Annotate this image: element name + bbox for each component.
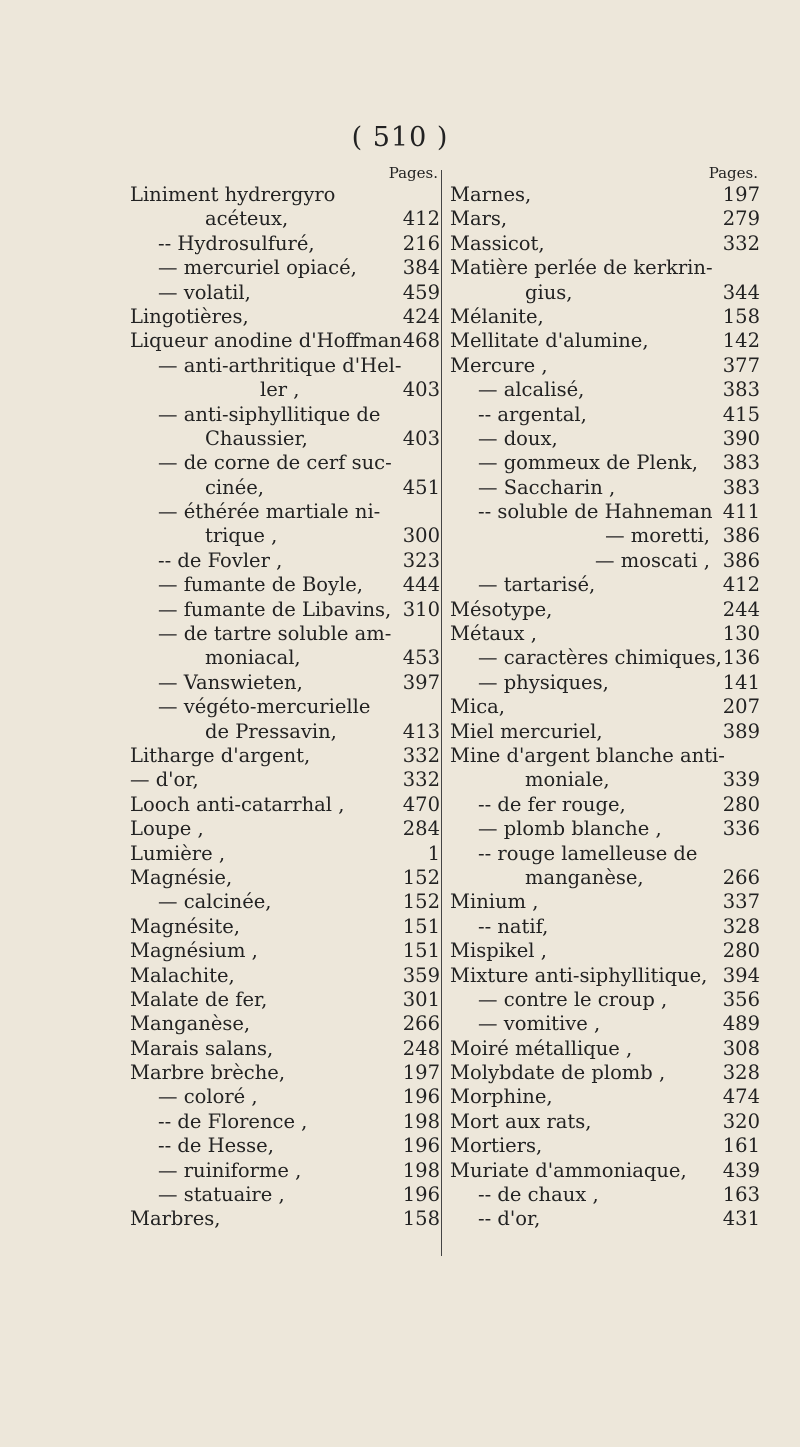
entry-term: — d'or, xyxy=(130,768,199,792)
entry-page: 383 xyxy=(722,475,760,499)
index-entry xyxy=(450,842,760,866)
entry-term: Marais salans, xyxy=(130,1036,274,1060)
index-entry xyxy=(450,598,760,622)
index-entry xyxy=(450,671,760,695)
entry-term: Muriate d'ammoniaque, xyxy=(450,1158,687,1182)
entry-page: 248 xyxy=(402,1036,440,1060)
entry-page: 280 xyxy=(722,792,760,816)
entry-term: — de corne de cerf suc- xyxy=(158,451,392,475)
entry-page: 163 xyxy=(722,1183,760,1207)
entry-term: Minium , xyxy=(450,890,539,914)
entry-page: 310 xyxy=(402,597,440,621)
entry-term: — mercuriel opiacé, xyxy=(158,256,357,280)
entry-term: -- soluble de Hahneman xyxy=(478,500,713,524)
entry-page: 198 xyxy=(402,1158,440,1182)
index-entry xyxy=(130,1183,440,1207)
index-entry xyxy=(130,915,440,939)
entry-page: 470 xyxy=(402,792,440,816)
entry-term: — tartarisé, xyxy=(478,573,596,597)
index-entry xyxy=(130,451,440,475)
entry-page: 415 xyxy=(722,402,760,426)
entry-term: Mélanite, xyxy=(450,304,544,328)
entry-term: — statuaire , xyxy=(158,1183,285,1207)
index-entry xyxy=(130,622,440,646)
entry-page: 158 xyxy=(402,1207,440,1231)
entry-term: -- de chaux , xyxy=(478,1183,599,1207)
entry-page: 301 xyxy=(402,987,440,1011)
entry-term: -- rouge lamelleuse de xyxy=(478,841,698,865)
entry-term: -- argental, xyxy=(478,402,587,426)
entry-term: Mica, xyxy=(450,695,505,719)
index-entry xyxy=(130,1207,440,1231)
entry-page: 489 xyxy=(722,1012,760,1036)
entry-term: Malachite, xyxy=(130,963,235,987)
index-entry xyxy=(450,915,760,939)
entry-term: — plomb blanche , xyxy=(478,817,662,841)
index-entry xyxy=(130,817,440,841)
index-entry xyxy=(130,720,440,744)
entry-page: 244 xyxy=(722,597,760,621)
entry-page: 158 xyxy=(722,304,760,328)
index-entry xyxy=(450,524,760,548)
index-entry xyxy=(450,1061,760,1085)
index-entry xyxy=(450,183,760,207)
entry-page: 266 xyxy=(722,865,760,889)
entry-page: 284 xyxy=(402,817,440,841)
entry-term: Mort aux rats, xyxy=(450,1109,592,1133)
entry-page: 390 xyxy=(722,426,760,450)
entry-page: 411 xyxy=(722,500,760,524)
index-entry xyxy=(130,866,440,890)
index-entry xyxy=(450,1110,760,1134)
entry-page: 196 xyxy=(402,1134,440,1158)
entry-page: 386 xyxy=(722,524,760,548)
index-entry xyxy=(130,646,440,670)
entry-page: 412 xyxy=(722,573,760,597)
entry-term: — anti-siphyllitique de xyxy=(158,402,381,426)
entry-term: cinée, xyxy=(205,475,264,499)
entry-term: Magnésite, xyxy=(130,914,240,938)
index-entry xyxy=(450,256,760,280)
index-entry xyxy=(450,281,760,305)
index-entry xyxy=(450,1012,760,1036)
pages-header: Pages. xyxy=(388,164,438,182)
entry-term: Mortiers, xyxy=(450,1134,543,1158)
entry-term: moniale, xyxy=(525,768,610,792)
index-entry xyxy=(450,817,760,841)
index-entry xyxy=(450,378,760,402)
entry-page: 1 xyxy=(427,841,440,865)
entry-term: -- de Fovler , xyxy=(158,548,283,572)
entry-term: Mésotype, xyxy=(450,597,553,621)
index-entry xyxy=(450,988,760,1012)
entry-term: — de tartre soluble am- xyxy=(158,622,392,646)
index-entry xyxy=(450,939,760,963)
entry-term: — calcinée, xyxy=(158,890,272,914)
index-entry xyxy=(450,232,760,256)
entry-page: 323 xyxy=(402,548,440,572)
entry-term: Liqueur anodine d'Hoffman xyxy=(130,329,402,353)
entry-term: de Pressavin, xyxy=(205,719,337,743)
entry-page: 216 xyxy=(402,231,440,255)
index-entry xyxy=(450,403,760,427)
index-entry xyxy=(130,1012,440,1036)
entry-page: 474 xyxy=(722,1085,760,1109)
index-entry xyxy=(130,1037,440,1061)
entry-term: — végéto-mercurielle xyxy=(158,695,371,719)
index-entry xyxy=(450,793,760,817)
entry-page: 336 xyxy=(722,817,760,841)
entry-page: 279 xyxy=(722,207,760,231)
index-entry xyxy=(130,744,440,768)
entry-page: 377 xyxy=(722,353,760,377)
entry-term: — volatil, xyxy=(158,280,251,304)
entry-term: — Vanswieten, xyxy=(158,670,303,694)
index-entry xyxy=(130,1061,440,1085)
entry-page: 300 xyxy=(402,524,440,548)
entry-page: 394 xyxy=(722,963,760,987)
index-entry xyxy=(130,1085,440,1109)
entry-term: Litharge d'argent, xyxy=(130,743,311,767)
entry-term: Métaux , xyxy=(450,622,537,646)
entry-term: Miel mercuriel, xyxy=(450,719,603,743)
entry-term: — moscati , xyxy=(595,548,710,572)
entry-page: 468 xyxy=(402,329,440,353)
entry-term: — physiques, xyxy=(478,670,609,694)
index-entry xyxy=(130,671,440,695)
index-entry xyxy=(130,524,440,548)
index-entry xyxy=(450,720,760,744)
entry-page: 280 xyxy=(722,939,760,963)
index-entry xyxy=(450,866,760,890)
entry-page: 386 xyxy=(722,548,760,572)
index-entry xyxy=(450,1134,760,1158)
entry-term: Lingotières, xyxy=(130,304,249,328)
entry-page: 151 xyxy=(402,939,440,963)
index-entry xyxy=(130,232,440,256)
entry-term: Molybdate de plomb , xyxy=(450,1061,666,1085)
index-entry xyxy=(130,256,440,280)
index-entry xyxy=(130,890,440,914)
entry-page: 384 xyxy=(402,256,440,280)
entry-term: Loupe , xyxy=(130,817,204,841)
entry-page: 359 xyxy=(402,963,440,987)
entry-term: Mixture anti-siphyllitique, xyxy=(450,963,708,987)
entry-page: 136 xyxy=(722,646,760,670)
entry-term: Marbres, xyxy=(130,1207,221,1231)
index-entry xyxy=(450,329,760,353)
entry-page: 207 xyxy=(722,695,760,719)
index-entry xyxy=(130,378,440,402)
index-entry xyxy=(450,500,760,524)
entry-page: 444 xyxy=(402,573,440,597)
entry-term: Lumière , xyxy=(130,841,226,865)
entry-page: 424 xyxy=(402,304,440,328)
entry-term: -- de Florence , xyxy=(158,1109,308,1133)
entry-term: Mispikel , xyxy=(450,939,547,963)
entry-term: Magnésium , xyxy=(130,939,258,963)
entry-term: Malate de fer, xyxy=(130,987,268,1011)
entry-term: — fumante de Boyle, xyxy=(158,573,364,597)
entry-page: 453 xyxy=(402,646,440,670)
entry-page: 328 xyxy=(722,1061,760,1085)
entry-term: Mellitate d'alumine, xyxy=(450,329,649,353)
entry-term: gius, xyxy=(525,280,573,304)
entry-term: — moretti, xyxy=(605,524,710,548)
index-entry xyxy=(130,964,440,988)
entry-page: 151 xyxy=(402,914,440,938)
entry-page: 320 xyxy=(722,1109,760,1133)
entry-page: 451 xyxy=(402,475,440,499)
index-entry xyxy=(130,305,440,329)
index-entry xyxy=(130,354,440,378)
index-entry xyxy=(130,768,440,792)
entry-term: trique , xyxy=(205,524,278,548)
entry-page: 198 xyxy=(402,1109,440,1133)
entry-page: 413 xyxy=(402,719,440,743)
index-entry xyxy=(130,1110,440,1134)
index-entry xyxy=(130,842,440,866)
entry-term: — caractères chimiques, xyxy=(478,646,722,670)
index-entry xyxy=(450,890,760,914)
index-entry xyxy=(130,939,440,963)
entry-term: -- de fer rouge, xyxy=(478,792,626,816)
entry-page: 389 xyxy=(722,719,760,743)
entry-term: — alcalisé, xyxy=(478,378,585,402)
index-entry xyxy=(130,403,440,427)
entry-term: acéteux, xyxy=(205,207,289,231)
entry-term: Looch anti-catarrhal , xyxy=(130,792,345,816)
index-entry xyxy=(130,695,440,719)
index-entry xyxy=(450,476,760,500)
entry-term: — doux, xyxy=(478,426,558,450)
entry-term: Marbre brèche, xyxy=(130,1061,286,1085)
entry-term: — contre le croup , xyxy=(478,987,668,1011)
entry-term: Marnes, xyxy=(450,183,532,206)
entry-page: 332 xyxy=(402,768,440,792)
index-entry xyxy=(450,573,760,597)
entry-page: 403 xyxy=(402,426,440,450)
entry-term: Manganèse, xyxy=(130,1012,251,1036)
index-entry xyxy=(130,207,440,231)
index-entry xyxy=(450,646,760,670)
entry-page: 197 xyxy=(722,183,760,206)
index-entry xyxy=(450,427,760,451)
entry-term: moniacal, xyxy=(205,646,301,670)
index-entry xyxy=(130,183,440,207)
entry-page: 308 xyxy=(722,1036,760,1060)
entry-term: — ruiniforme , xyxy=(158,1158,302,1182)
entry-term: -- Hydrosulfuré, xyxy=(158,231,315,255)
entry-page: 141 xyxy=(722,670,760,694)
index-entry xyxy=(450,964,760,988)
entry-page: 412 xyxy=(402,207,440,231)
entry-term: -- de Hesse, xyxy=(158,1134,274,1158)
entry-term: — anti-arthritique d'Hel- xyxy=(158,353,402,377)
entry-page: 130 xyxy=(722,622,760,646)
page-number: ( 510 ) xyxy=(351,122,449,153)
entry-page: 383 xyxy=(722,451,760,475)
entry-term: Massicot, xyxy=(450,231,545,255)
index-entry xyxy=(450,1159,760,1183)
index-entry xyxy=(130,1134,440,1158)
index-entry xyxy=(450,207,760,231)
entry-term: Moiré métallique , xyxy=(450,1036,633,1060)
entry-page: 197 xyxy=(402,1061,440,1085)
index-entry xyxy=(130,476,440,500)
entry-term: Mercure , xyxy=(450,353,548,377)
entry-term: Mine d'argent blanche anti- xyxy=(450,743,725,767)
entry-page: 332 xyxy=(402,743,440,767)
entry-page: 152 xyxy=(402,865,440,889)
entry-term: — Saccharin , xyxy=(478,475,616,499)
index-entry xyxy=(450,305,760,329)
entry-page: 397 xyxy=(402,670,440,694)
entry-page: 344 xyxy=(722,280,760,304)
entry-term: -- d'or, xyxy=(478,1207,541,1231)
entry-term: Liniment hydrergyro xyxy=(130,183,336,206)
entry-page: 142 xyxy=(722,329,760,353)
entry-page: 459 xyxy=(402,280,440,304)
index-entry xyxy=(450,1085,760,1109)
entry-page: 439 xyxy=(722,1158,760,1182)
column-rule xyxy=(441,170,442,1256)
index-entry xyxy=(450,1183,760,1207)
index-entry xyxy=(450,768,760,792)
entry-page: 383 xyxy=(722,378,760,402)
entry-term: — fumante de Libavins, xyxy=(158,597,392,621)
index-entry xyxy=(450,744,760,768)
index-column-left xyxy=(130,163,440,1232)
index-entry xyxy=(450,622,760,646)
index-entry xyxy=(130,573,440,597)
entry-page: 266 xyxy=(402,1012,440,1036)
entry-page: 161 xyxy=(722,1134,760,1158)
entry-term: ler , xyxy=(260,378,300,402)
index-entry xyxy=(130,988,440,1012)
index-entry xyxy=(450,549,760,573)
entry-term: Magnésie, xyxy=(130,865,233,889)
index-entry xyxy=(130,549,440,573)
entry-term: Morphine, xyxy=(450,1085,553,1109)
entry-page: 337 xyxy=(722,890,760,914)
index-entry xyxy=(450,695,760,719)
entry-page: 196 xyxy=(402,1085,440,1109)
index-entry xyxy=(130,281,440,305)
entry-term: — éthérée martiale ni- xyxy=(158,500,381,524)
index-column-right xyxy=(450,163,760,1232)
index-entry xyxy=(450,1037,760,1061)
index-entry xyxy=(130,1159,440,1183)
entry-term: Chaussier, xyxy=(205,426,308,450)
index-entry xyxy=(130,598,440,622)
entry-page: 328 xyxy=(722,914,760,938)
index-entry xyxy=(450,1207,760,1231)
entry-term: manganèse, xyxy=(525,865,644,889)
index-entry xyxy=(450,354,760,378)
entry-page: 332 xyxy=(722,231,760,255)
entry-page: 152 xyxy=(402,890,440,914)
entry-page: 196 xyxy=(402,1183,440,1207)
entry-term: — gommeux de Plenk, xyxy=(478,451,698,475)
index-entry xyxy=(130,793,440,817)
entry-term: — vomitive , xyxy=(478,1012,601,1036)
entry-page: 403 xyxy=(402,378,440,402)
entry-term: — coloré , xyxy=(158,1085,258,1109)
entry-page: 339 xyxy=(722,768,760,792)
entry-term: Matière perlée de kerkrin- xyxy=(450,256,713,280)
index-entry xyxy=(450,451,760,475)
index-entry xyxy=(130,427,440,451)
entry-term: -- natif, xyxy=(478,914,549,938)
pages-header: Pages. xyxy=(708,164,758,182)
entry-page: 356 xyxy=(722,987,760,1011)
entry-term: Mars, xyxy=(450,207,508,231)
index-entry xyxy=(130,500,440,524)
index-entry xyxy=(130,329,440,353)
entry-page: 431 xyxy=(722,1207,760,1231)
